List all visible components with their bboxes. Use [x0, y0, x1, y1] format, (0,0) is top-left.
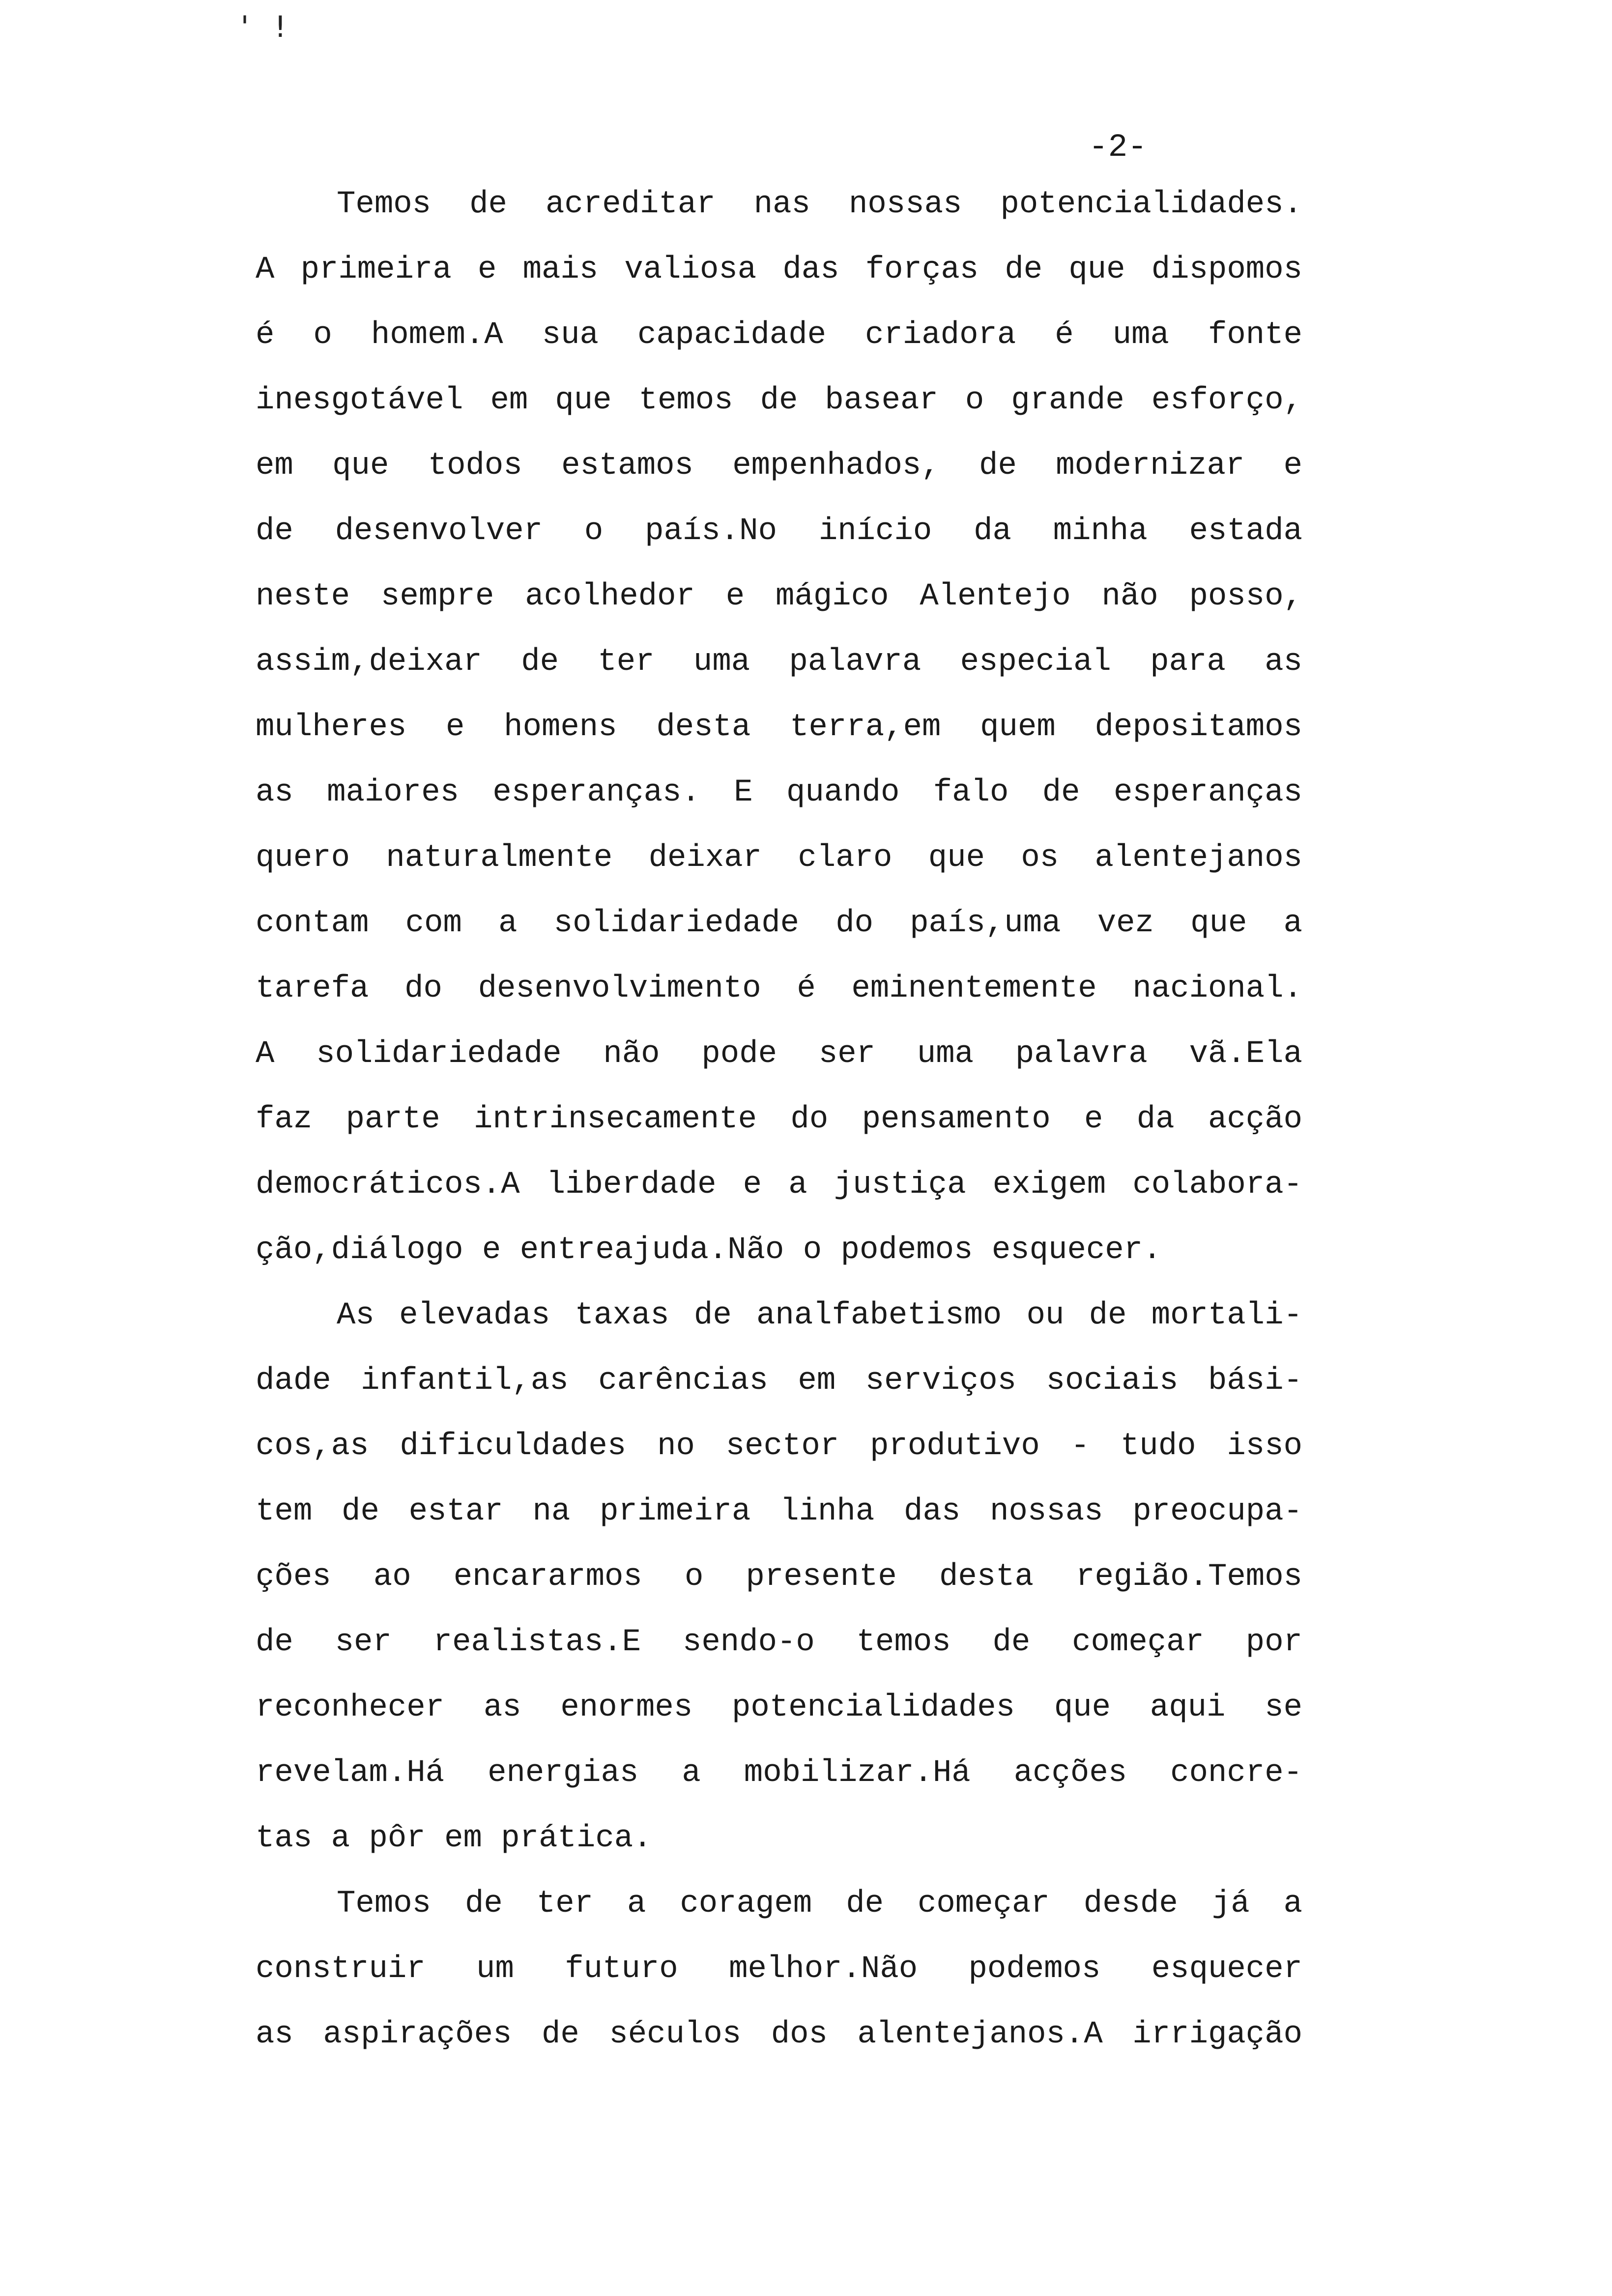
- text-line: neste sempre acolhedor e mágico Alentejo não posso,: [256, 579, 1302, 614]
- text-line: Temos de acreditar nas nossas potencialidades.: [337, 187, 1302, 222]
- text-line: inesgotável em que temos de basear o grande esforço,: [256, 383, 1302, 418]
- text-line: dade infantil,as carências em serviços sociais bási-: [256, 1363, 1302, 1399]
- text-line: de ser realistas.E sendo-o temos de começar por: [256, 1625, 1302, 1660]
- text-line: mulheres e homens desta terra,em quem depositamos: [256, 710, 1302, 745]
- body-text: [256, 172, 1302, 2067]
- text-line: cos,as dificuldades no sector produtivo - tudo isso: [256, 1429, 1302, 1464]
- text-line: reconhecer as enormes potencialidades que aqui se: [256, 1690, 1302, 1725]
- page-number: -2-: [1089, 129, 1147, 166]
- text-line: democráticos.A liberdade e a justiça exigem colabora-: [256, 1167, 1302, 1203]
- text-line: contam com a solidariedade do país,uma vez que a: [256, 906, 1302, 941]
- text-line: é o homem.A sua capacidade criadora é uma fonte: [256, 317, 1302, 353]
- text-line: ções ao encararmos o presente desta região.Temos: [256, 1559, 1302, 1595]
- text-line: quero naturalmente deixar claro que os alentejanos: [256, 840, 1302, 876]
- text-line: em que todos estamos empenhados, de modernizar e: [256, 448, 1302, 484]
- text-line: construir um futuro melhor.Não podemos esquecer: [256, 1952, 1302, 1987]
- text-line: Temos de ter a coragem de começar desde já a: [337, 1886, 1302, 1922]
- text-line: assim,deixar de ter uma palavra especial para as: [256, 644, 1302, 680]
- text-line: tem de estar na primeira linha das nossas preocupa-: [256, 1494, 1302, 1529]
- text-line: de desenvolver o país.No início da minha estada: [256, 514, 1302, 549]
- text-line: As elevadas taxas de analfabetismo ou de mortali-: [337, 1298, 1302, 1333]
- text-line: revelam.Há energias a mobilizar.Há acções concre-: [256, 1755, 1302, 1791]
- text-line: ção,diálogo e entreajuda.Não o podemos esquecer.: [256, 1233, 1162, 1268]
- text-line: tas a pôr em prática.: [256, 1821, 652, 1856]
- text-line: as aspirações de séculos dos alentejanos.A irrigação: [256, 2017, 1302, 2052]
- margin-marks: ' !: [236, 10, 289, 44]
- text-line: A primeira e mais valiosa das forças de que dispomos: [256, 252, 1302, 287]
- text-line: faz parte intrinsecamente do pensamento e da acção: [256, 1102, 1302, 1137]
- text-line: as maiores esperanças. E quando falo de esperanças: [256, 775, 1302, 810]
- text-line: A solidariedade não pode ser uma palavra vã.Ela: [256, 1036, 1302, 1072]
- text-line: tarefa do desenvolvimento é eminentemente nacional.: [256, 971, 1302, 1006]
